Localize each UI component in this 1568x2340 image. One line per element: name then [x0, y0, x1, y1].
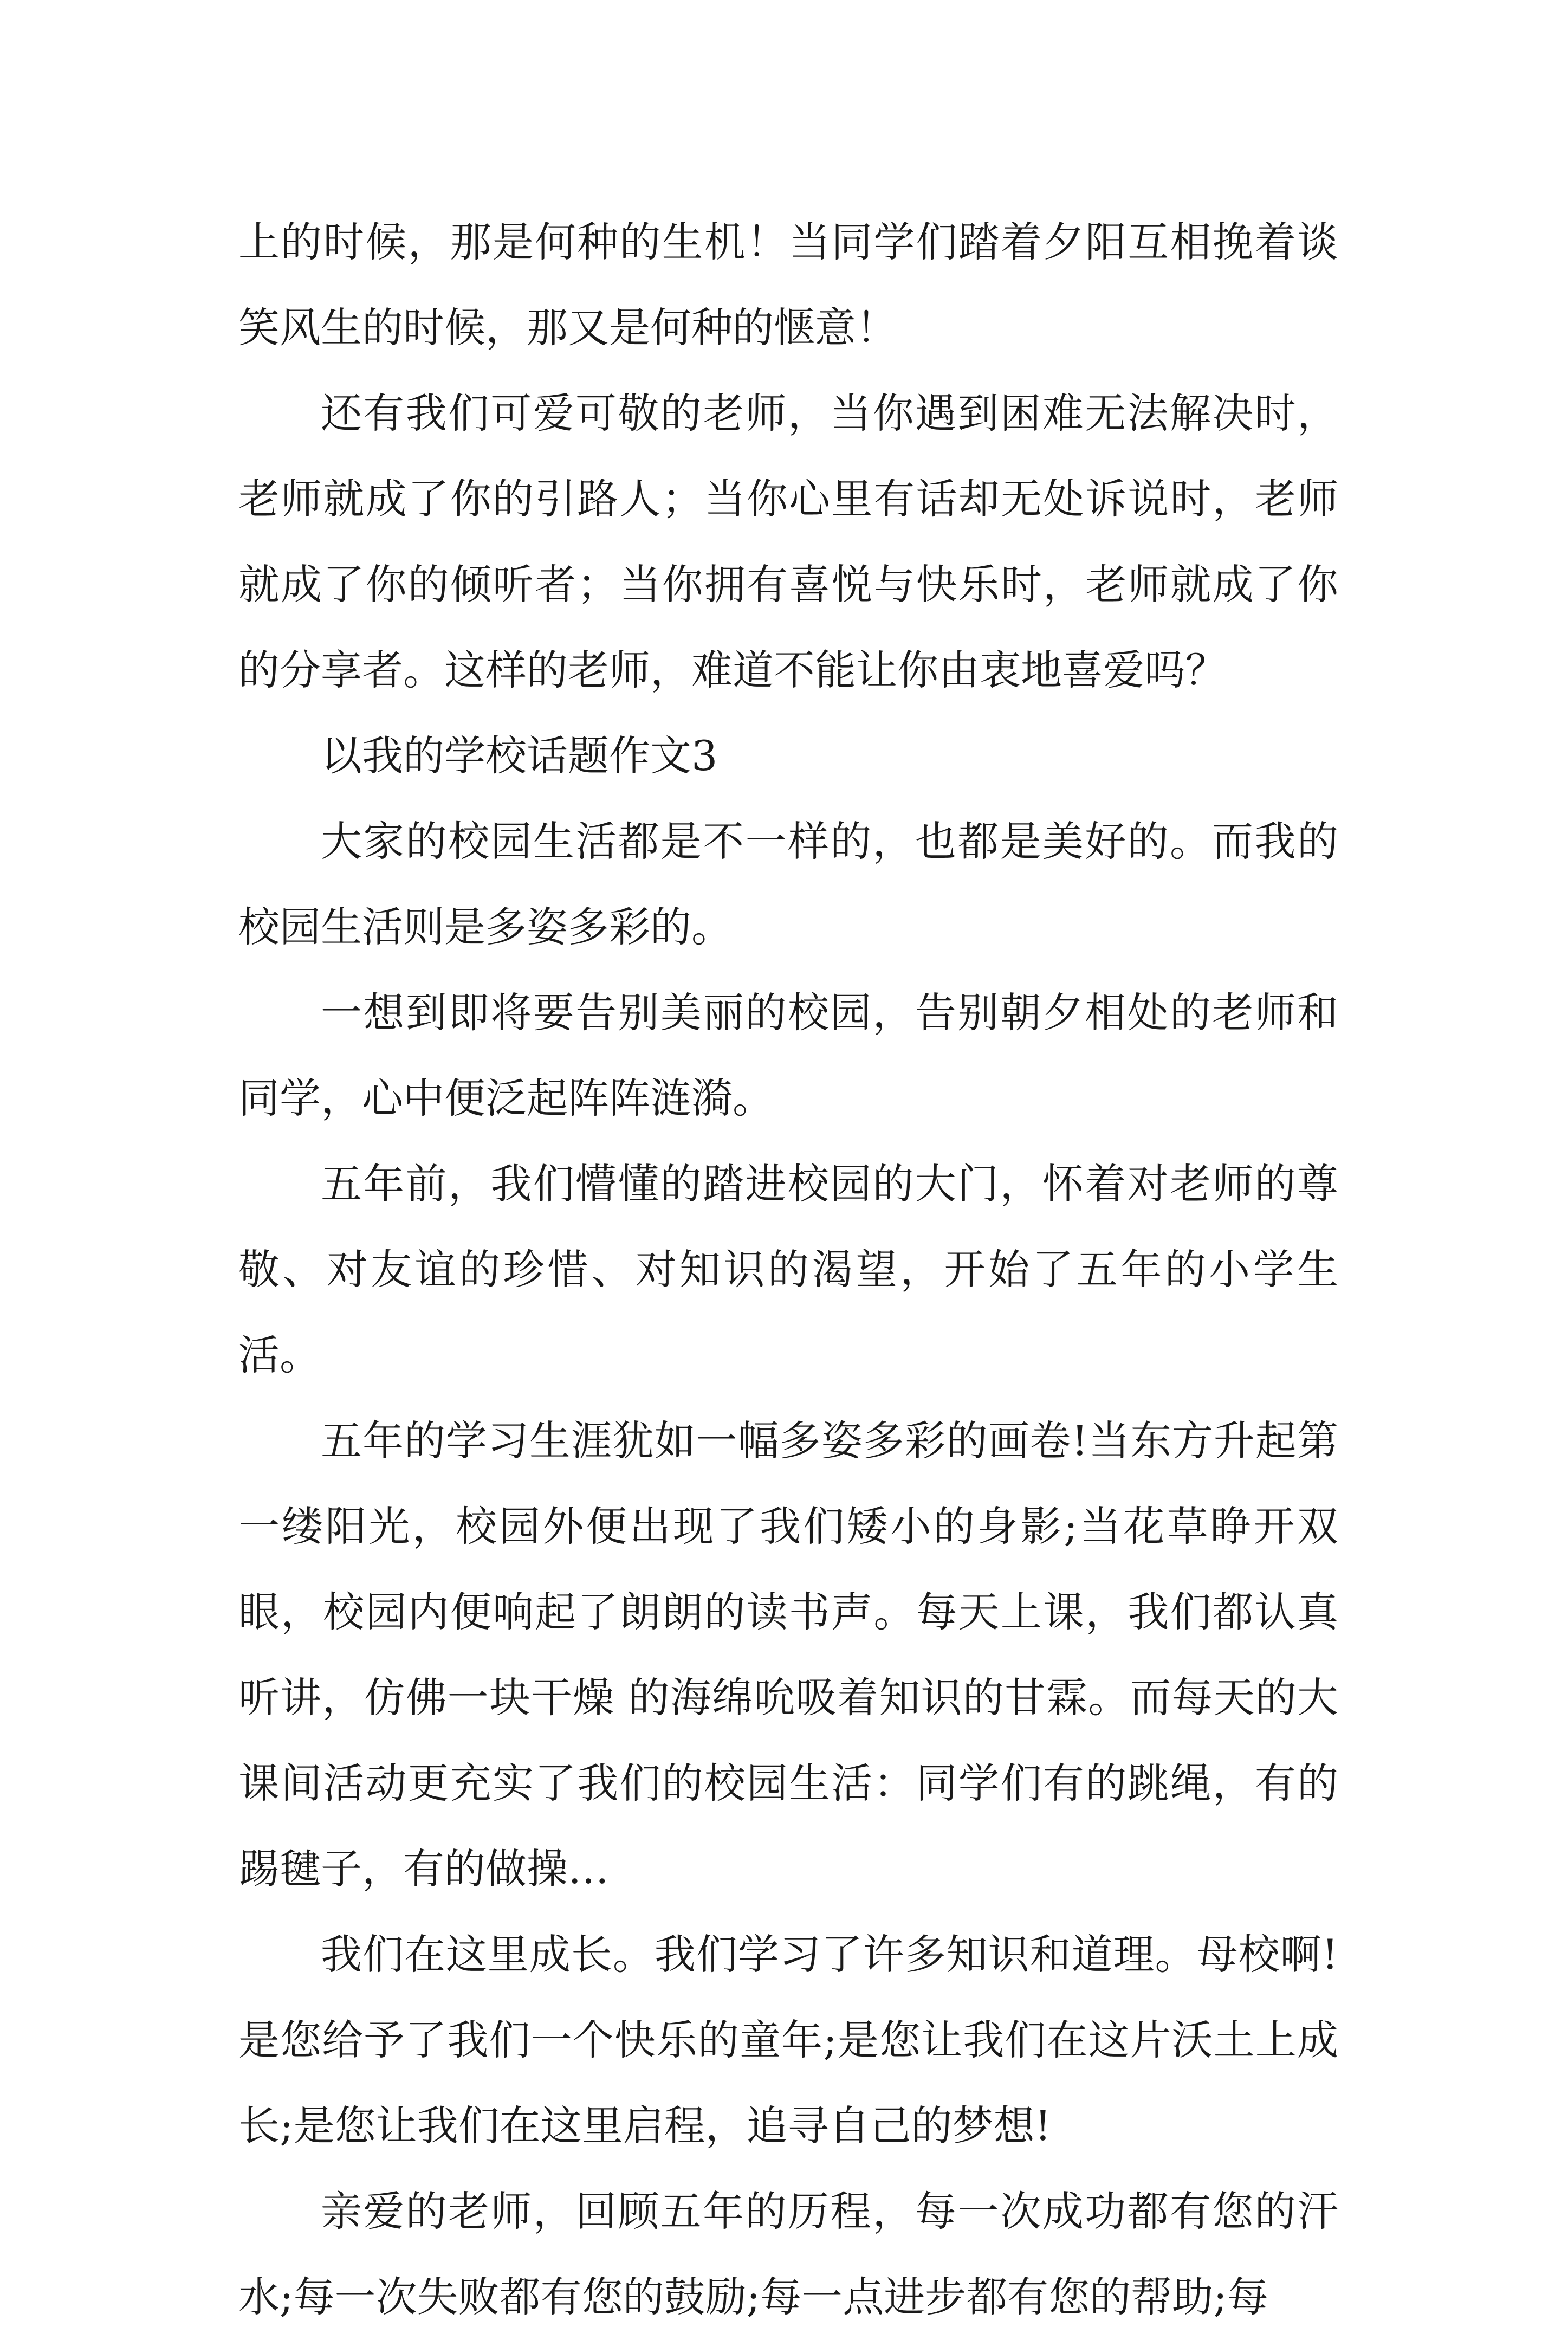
paragraph-1: 上的时候，那是何种的生机！当同学们踏着夕阳互相挽着谈笑风生的时候，那又是何种的惬意！: [238, 218, 1338, 352]
paragraph-8: 亲爱的老师，回顾五年的历程，每一次成功都有您的汗水;每一次失败都有您的鼓励;每一点进步都有您的帮助;每: [238, 2187, 1338, 2321]
paragraph-4: 一想到即将要告别美丽的校园，告别朝夕相处的老师和同学，心中便泛起阵阵涟漪。: [238, 988, 1338, 1122]
paragraph-7: 我们在这里成长。我们学习了许多知识和道理。母校啊!是您给予了我们一个快乐的童年;是您让我们在这片沃土上成长;是您让我们在这里启程，追寻自己的梦想!: [238, 1930, 1338, 2150]
paragraph-3: 大家的校园生活都是不一样的，也都是美好的。而我的校园生活则是多姿多彩的。: [238, 817, 1338, 951]
paragraph-6: 五年的学习生涯犹如一幅多姿多彩的画卷!当东方升起第一缕阳光，校园外便出现了我们矮小的身影;当花草睁开双眼，校园内便响起了朗朗的读书声。每天上课，我们都认真听讲，仿佛一块干燥 的海绵吮吸着知识的甘霖。而每天的大课间活动更充实了我们的校园生活：同学们有的跳绳，有的踢毽子，有的做操…: [238, 1417, 1338, 1893]
document-body: [238, 199, 1338, 2340]
paragraph-5: 五年前，我们懵懂的踏进校园的大门，怀着对老师的尊敬、对友谊的珍惜、对知识的渴望，开始了五年的小学生活。: [238, 1160, 1338, 1379]
paragraph-2: 还有我们可爱可敬的老师，当你遇到困难无法解决时，老师就成了你的引路人；当你心里有话却无处诉说时，老师就成了你的倾听者；当你拥有喜悦与快乐时，老师就成了你的分享者。这样的老师，难道不能让你由衷地喜爱吗？: [238, 389, 1338, 694]
essay-heading: 以我的学校话题作文3: [321, 732, 718, 780]
